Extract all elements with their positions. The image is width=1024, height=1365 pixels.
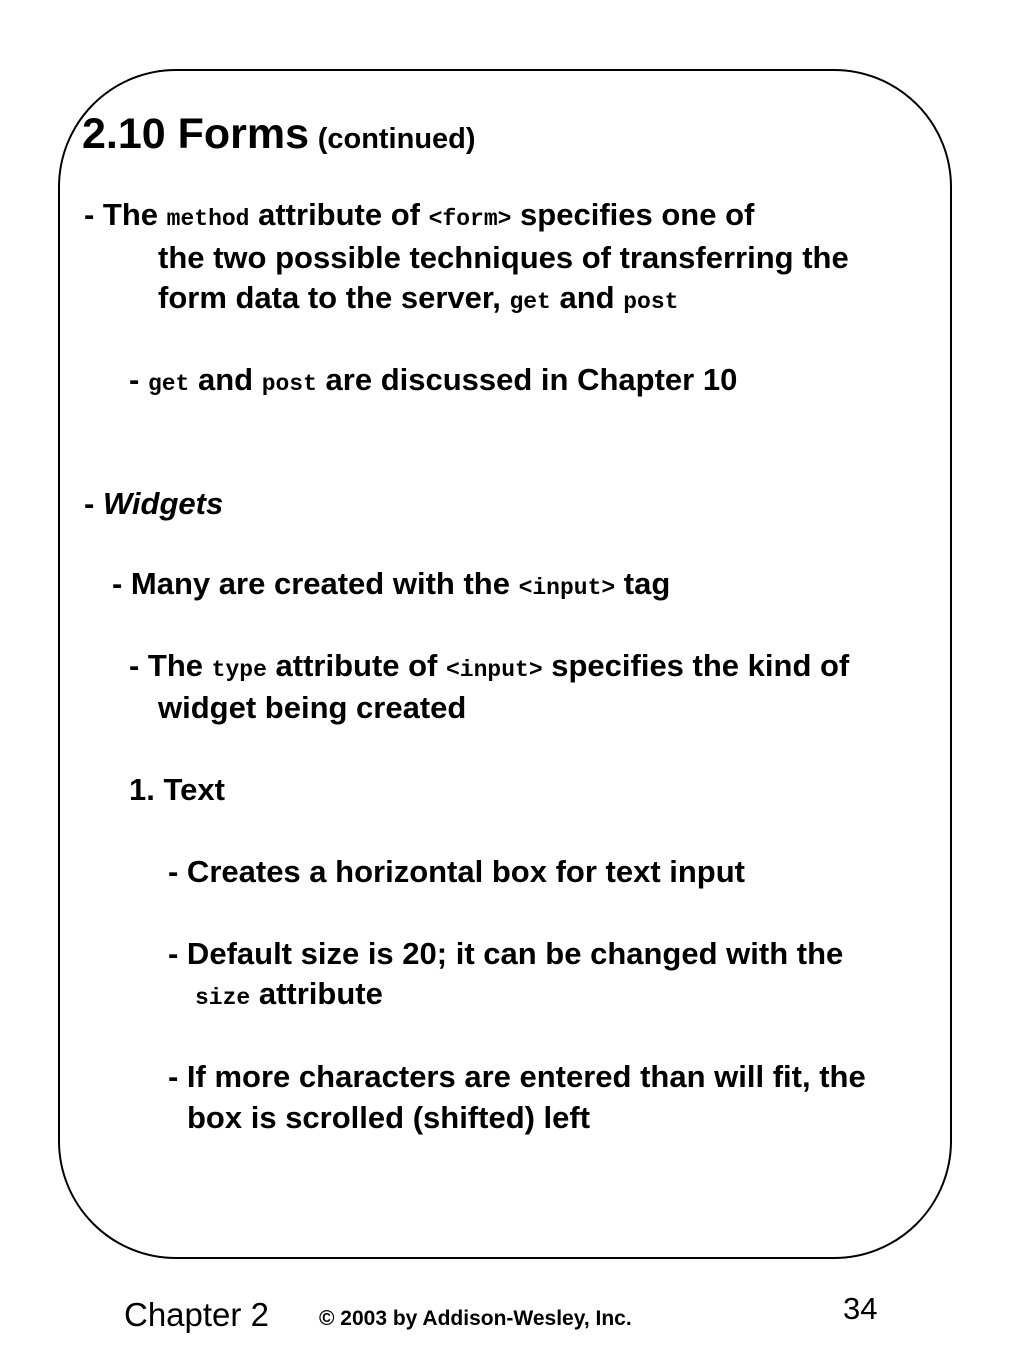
text-segment: and [189,362,262,397]
text-segment: attribute [250,976,383,1011]
code-post: post [623,289,679,315]
type-line-2: widget being created [158,690,467,725]
text-segment: specifies the kind of [542,648,850,683]
code-input-tag: <input> [446,657,543,683]
method-line-1 [84,197,754,237]
type-line-1 [129,648,849,688]
text-item-heading: 1. Text [129,772,225,807]
code-get: get [509,289,551,315]
text-segment: - Many are created with the [112,566,519,601]
title-sub: (continued) [317,123,476,155]
text-bullet-2-line-1: - Default size is 20; it can be changed with the [168,936,844,971]
method-line-2: the two possible techniques of transferring the [158,240,849,275]
code-input-tag: <input> [518,575,616,601]
code-form-tag: <form> [428,206,512,232]
code-size: size [195,985,251,1011]
code-get: get [147,371,190,397]
text-bullet-3-line-2: box is scrolled (shifted) left [187,1100,591,1135]
text-segment: - The [84,197,167,232]
text-segment: tag [615,566,671,601]
title-main: 2.10 Forms [82,110,310,158]
many-line [112,566,670,606]
discussed-line [129,362,737,402]
widgets-label: Widgets [102,486,224,521]
footer-copyright: © 2003 by Addison-Wesley, Inc. [319,1307,632,1330]
code-post: post [261,371,317,397]
text-segment: - The [129,648,212,683]
text-segment: are discussed in Chapter 10 [316,362,738,397]
text-segment: attribute of [266,648,446,683]
widgets-heading [84,486,223,522]
text-segment: attribute of [249,197,429,232]
text-segment: specifies one of [511,197,755,232]
text-bullet-2-line-2 [195,976,383,1016]
text-segment: form data to the server, [158,280,510,315]
text-bullet-1: - Creates a horizontal box for text input [168,854,745,889]
code-type: type [211,657,267,683]
slide-title [82,110,476,158]
text-bullet-3-line-1: - If more characters are entered than will fit, the [168,1059,866,1094]
footer-chapter: Chapter 2 [124,1296,269,1333]
text-segment: and [550,280,624,315]
code-method: method [166,206,250,232]
method-line-3 [158,280,678,320]
page-number: 34 [843,1291,878,1326]
text-segment: - [129,362,148,397]
text-segment: - [84,486,103,521]
